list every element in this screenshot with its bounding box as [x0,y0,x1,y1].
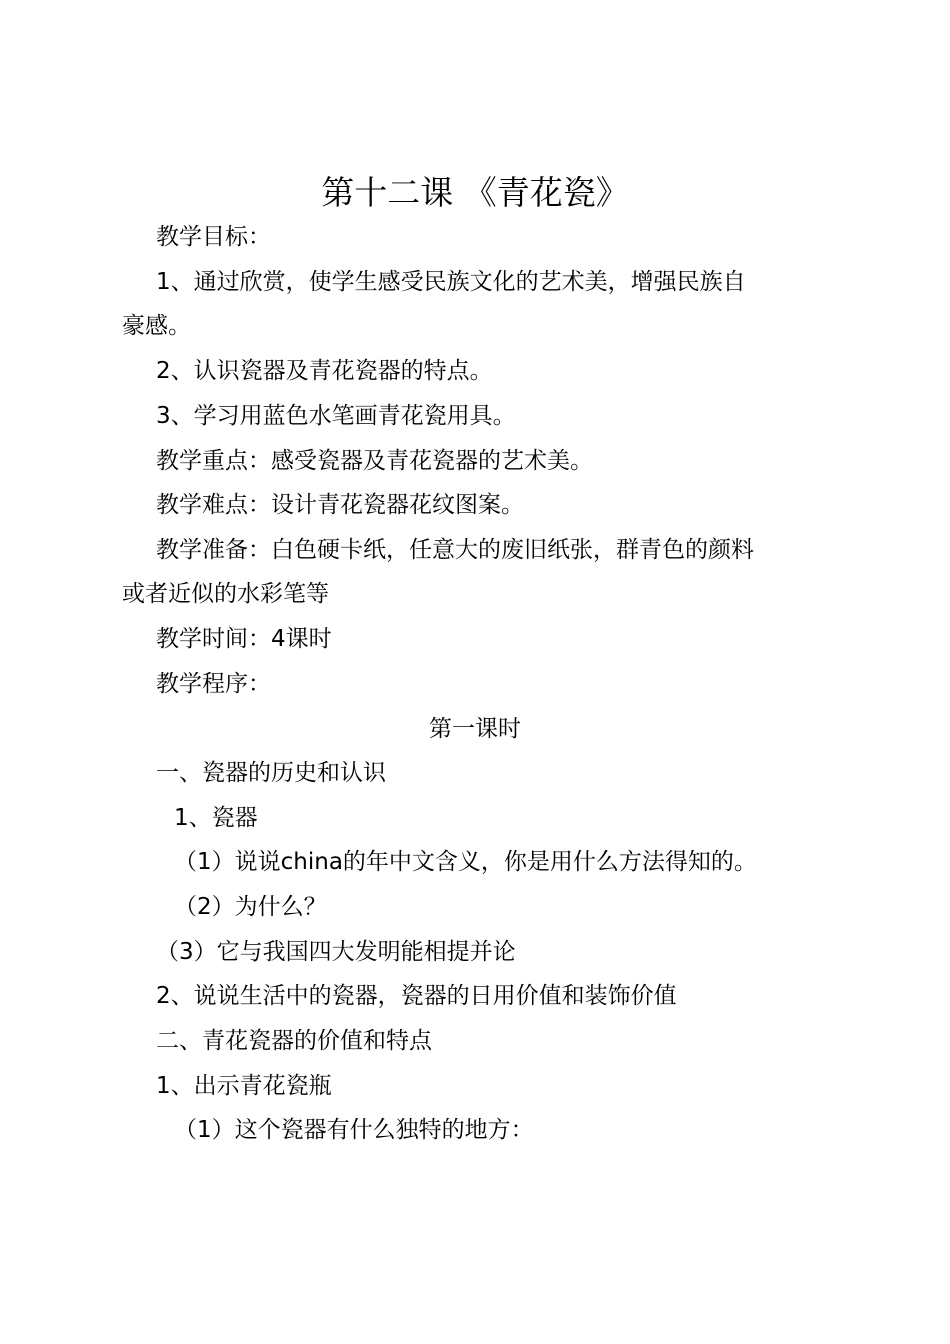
section-1-item-1-question-1: （1）说说china的年中文含义，你是用什么方法得知的。 [174,849,757,875]
section-1-item-1-question-3: （3）它与我国四大发明能相提并论 [156,939,516,965]
teaching-preparation-line-1: 教学准备：白色硬卡纸，任意大的废旧纸张，群青色的颜料 [156,537,754,563]
section-1-heading: 一、瓷器的历史和认识 [156,760,386,786]
section-1-item-2: 2、说说生活中的瓷器，瓷器的日用价值和装饰价值 [156,983,677,1009]
teaching-goals-heading: 教学目标： [156,224,271,250]
section-2-item-1-question-1: （1）这个瓷器有什么独特的地方： [174,1117,534,1143]
goal-2: 2、认识瓷器及青花瓷器的特点。 [156,358,493,384]
teaching-procedure-heading: 教学程序： [156,671,271,697]
teaching-time: 教学时间：4课时 [156,626,332,652]
lesson-title: 第十二课 《青花瓷》 [321,173,629,212]
teaching-preparation-line-2: 或者近似的水彩笔等 [122,581,329,607]
first-lesson-heading: 第一课时 [429,716,521,742]
section-2-item-1: 1、出示青花瓷瓶 [156,1073,332,1099]
goal-1-line-2: 豪感。 [122,313,191,339]
section-2-heading: 二、青花瓷器的价值和特点 [156,1028,432,1054]
teaching-focus: 教学重点：感受瓷器及青花瓷器的艺术美。 [156,448,593,474]
teaching-difficulty: 教学难点：设计青花瓷器花纹图案。 [156,492,524,518]
section-1-item-1: 1、瓷器 [174,805,258,831]
section-1-item-1-question-2: （2）为什么？ [174,894,327,920]
goal-3: 3、学习用蓝色水笔画青花瓷用具。 [156,403,516,429]
goal-1-line-1: 1、通过欣赏，使学生感受民族文化的艺术美，增强民族自 [156,269,746,295]
